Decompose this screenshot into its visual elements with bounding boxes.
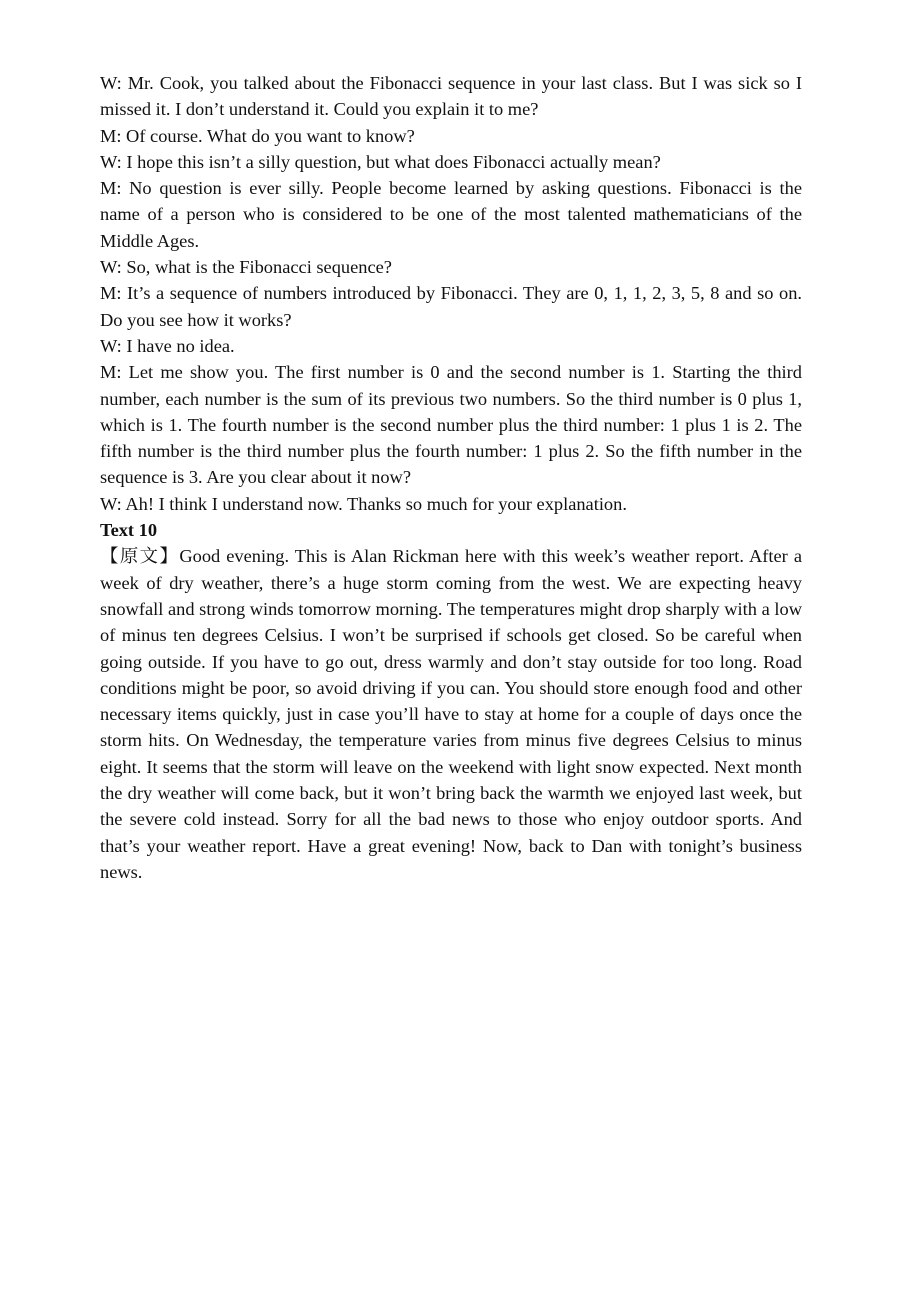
dialogue-line: W: I have no idea. bbox=[100, 335, 235, 356]
dialogue-line: M: It’s a sequence of numbers introduced by Fibonacci. They are 0, 1, 1, 2, 3, 5, 8 and so on. Do you see how it works? bbox=[100, 283, 802, 330]
transcript-paragraph: 【原文】Good evening. This is Alan Rickman here with this week’s weather report. After a week of dry weather, there’s a huge storm coming from the west. We are expecting heavy snowfall and strong winds tomorrow morning. The temperatures might drop sharply with a low of minus ten degrees Celsius. I won’t be surprised if schools get closed. So be careful when going outside. If you have to go out, dress warmly and don’t stay outside for too long. Road conditions might be poor, so avoid driving if you can. You should store enough food and other necessary items quickly, just in case you’ll have to stay at home for a couple of days once the storm hits. On Wednesday, the temperature varies from minus five degrees Celsius to minus eight. It seems that the storm will leave on the weekend with light snow expected. Next month the dry weather will come back, but it won’t bring back the warmth we enjoyed last week, but the severe cold instead. Sorry for all the bad news to those who enjoy outdoor sports. And that’s your weather report. Have a great evening! Now, back to Dan with tonight’s business news. bbox=[100, 546, 802, 882]
section-heading: Text 10 bbox=[100, 520, 158, 541]
dialogue-line: W: I hope this isn’t a silly question, but what does Fibonacci actually mean? bbox=[100, 151, 661, 172]
dialogue-line: M: Let me show you. The first number is 0 and the second number is 1. Starting the third number, each number is the sum of its previous two numbers. So the third number is 0 plus 1, which is 1. The fourth number is the second number plus the third number: 1 plus 1 is 2. The fifth number is the third number plus the fourth number: 1 plus 2. So the fifth number in the sequence is 3. Are you clear about it now? bbox=[100, 362, 802, 488]
document-page bbox=[100, 70, 802, 885]
dialogue-line: W: Ah! I think I understand now. Thanks so much for your explanation. bbox=[100, 493, 627, 514]
dialogue-line: M: No question is ever silly. People become learned by asking questions. Fibonacci is the name of a person who is considered to be one of the most talented mathematicians of the Middle Ages. bbox=[100, 178, 802, 251]
dialogue-line: M: Of course. What do you want to know? bbox=[100, 125, 415, 146]
dialogue-line: W: Mr. Cook, you talked about the Fibonacci sequence in your last class. But I was sick so I missed it. I don’t understand it. Could you explain it to me? bbox=[100, 73, 802, 120]
dialogue-line: W: So, what is the Fibonacci sequence? bbox=[100, 257, 392, 278]
